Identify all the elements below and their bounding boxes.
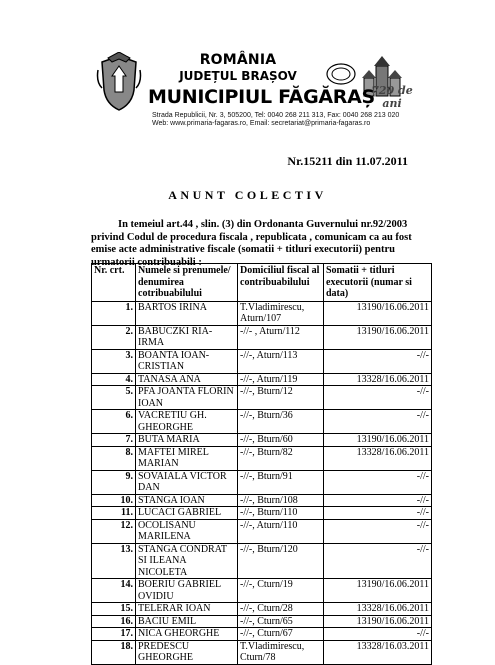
cell-name: PREDESCU GHEORGHE (136, 640, 238, 664)
cell-nr: 17. (92, 628, 136, 641)
cell-address: -//-, Bturn/120 (238, 543, 324, 579)
cell-address: -//-, Bturn/12 (238, 386, 324, 410)
cell-address: -//-, Bturn/82 (238, 446, 324, 470)
cell-address: -//-, Bturn/60 (238, 434, 324, 447)
cell-act: 13190/16.06.2011 (324, 301, 432, 325)
table-row (92, 603, 432, 616)
table-body (92, 301, 432, 664)
cell-act: -//- (324, 494, 432, 507)
cell-address: -//-, Bturn/110 (238, 507, 324, 520)
cell-name: TANASA ANA (136, 373, 238, 386)
cell-nr: 2. (92, 325, 136, 349)
table-row (92, 579, 432, 603)
cell-act: 13190/16.06.2011 (324, 325, 432, 349)
cell-address: -//-, Bturn/108 (238, 494, 324, 507)
table-row (92, 628, 432, 641)
cell-nr: 12. (92, 519, 136, 543)
cell-nr: 8. (92, 446, 136, 470)
cell-act: -//- (324, 507, 432, 520)
table-row (92, 507, 432, 520)
cell-name: BOERIU GABRIEL OVIDIU (136, 579, 238, 603)
cell-name: SOVAIALA VICTOR DAN (136, 470, 238, 494)
table-row (92, 519, 432, 543)
cell-name: BUTA MARIA (136, 434, 238, 447)
cell-address: -//- , Aturn/112 (238, 325, 324, 349)
cell-nr: 13. (92, 543, 136, 579)
cell-nr: 4. (92, 373, 136, 386)
header-country: ROMÂNIA (199, 52, 277, 68)
certification-logo-icon (326, 63, 356, 85)
cell-nr: 6. (92, 410, 136, 434)
cell-act: -//- (324, 470, 432, 494)
cell-act: 13328/16.03.2011 (324, 640, 432, 664)
cell-name: OCOLISANU MARILENA (136, 519, 238, 543)
cell-address: -//-, Bturn/36 (238, 410, 324, 434)
cell-nr: 18. (92, 640, 136, 664)
cell-address: T.Vladimirescu, Aturn/107 (238, 301, 324, 325)
cell-act: -//- (324, 386, 432, 410)
cell-name: NICA GHEORGHE (136, 628, 238, 641)
header-nr: Nr. crt. (92, 264, 136, 302)
cell-nr: 9. (92, 470, 136, 494)
cell-name: BOANTA IOAN-CRISTIAN (136, 349, 238, 373)
cell-address: -//-, Cturn/65 (238, 615, 324, 628)
cell-name: STANGA IOAN (136, 494, 238, 507)
cell-nr: 11. (92, 507, 136, 520)
header-address: Domiciliul fiscal al contribuabilului (238, 264, 324, 302)
cell-nr: 5. (92, 386, 136, 410)
table-row (92, 349, 432, 373)
cell-nr: 7. (92, 434, 136, 447)
document-number: Nr.15211 din 11.07.2011 (287, 154, 408, 168)
cell-act: -//- (324, 519, 432, 543)
cell-address: -//-, Bturn/91 (238, 470, 324, 494)
cell-name: PFA JOANTA FLORIN IOAN (136, 386, 238, 410)
table-row (92, 410, 432, 434)
table-header-row (92, 264, 432, 302)
coat-of-arms-icon (96, 52, 142, 114)
header-municipality: MUNICIPIUL FĂGĂRAȘ (148, 86, 375, 108)
cell-act: -//- (324, 628, 432, 641)
web-line: Web: www.primaria-fagaras.ro, Email: secretariat@primaria-fagaras.ro (152, 120, 371, 127)
table-row (92, 301, 432, 325)
cell-nr: 1. (92, 301, 136, 325)
cell-name: STANGA CONDRAT SI ILEANA NICOLETA (136, 543, 238, 579)
header-name: Numele si prenumele/ denumirea cotribuabilului (136, 264, 238, 302)
cell-nr: 16. (92, 615, 136, 628)
cell-nr: 15. (92, 603, 136, 616)
cell-address: T.Vladimirescu, Cturn/78 (238, 640, 324, 664)
table-row (92, 434, 432, 447)
intro-text: In temeiul art.44 , slin. (3) din Ordonanta Guvernului nr.92/2003 privind Codul de procedura fiscala , republicata , comunicam ca au fost emise acte administrative fiscale (somatii + titluri executorii) pentru urmatorii contribuabili : (91, 219, 412, 268)
cell-name: VACRETIU GH. GHEORGHE (136, 410, 238, 434)
letterhead (96, 52, 416, 132)
cell-nr: 10. (92, 494, 136, 507)
document-title: ANUNT COLECTIV (168, 188, 327, 202)
table-row (92, 615, 432, 628)
intro-paragraph (91, 219, 431, 269)
table-row (92, 373, 432, 386)
cell-act: 13328/16.06.2011 (324, 373, 432, 386)
header-address (152, 112, 422, 128)
cell-address: -//-, Cturn/28 (238, 603, 324, 616)
cell-act: -//- (324, 349, 432, 373)
header-county: JUDEȚUL BRAȘOV (179, 69, 297, 83)
cell-address: -//-, Cturn/67 (238, 628, 324, 641)
cell-act: -//- (324, 410, 432, 434)
table-row (92, 494, 432, 507)
table-row (92, 386, 432, 410)
cell-address: -//-, Aturn/110 (238, 519, 324, 543)
table-row (92, 446, 432, 470)
address-line: Strada Republicii, Nr. 3, 505200, Tel: 0040 268 211 313, Fax: 0040 268 213 020 (152, 112, 400, 119)
table-row (92, 543, 432, 579)
cell-address: -//-, Cturn/19 (238, 579, 324, 603)
table-row (92, 470, 432, 494)
cell-act: 13190/16.06.2011 (324, 615, 432, 628)
cell-address: -//-, Aturn/119 (238, 373, 324, 386)
header-act: Somatii + titluri executorii (numar si data) (324, 264, 432, 302)
cell-nr: 14. (92, 579, 136, 603)
table-row (92, 325, 432, 349)
cell-name: BARTOS IRINA (136, 301, 238, 325)
taxpayers-table (91, 263, 432, 665)
cell-act: 13190/16.06.2011 (324, 579, 432, 603)
cell-act: 13328/16.06.2011 (324, 446, 432, 470)
cell-name: BACIU EMIL (136, 615, 238, 628)
table-row (92, 640, 432, 664)
cell-act: 13328/16.06.2011 (324, 603, 432, 616)
cell-address: -//-, Aturn/113 (238, 349, 324, 373)
cell-name: TELERAR IOAN (136, 603, 238, 616)
cell-act: 13190/16.06.2011 (324, 434, 432, 447)
cell-nr: 3. (92, 349, 136, 373)
anniversary-mark: 720 de ani (371, 84, 413, 110)
cell-name: LUCACI GABRIEL (136, 507, 238, 520)
cell-name: MAFTEI MIREL MARIAN (136, 446, 238, 470)
cell-name: BABUCZKI RIA-IRMA (136, 325, 238, 349)
cell-act: -//- (324, 543, 432, 579)
